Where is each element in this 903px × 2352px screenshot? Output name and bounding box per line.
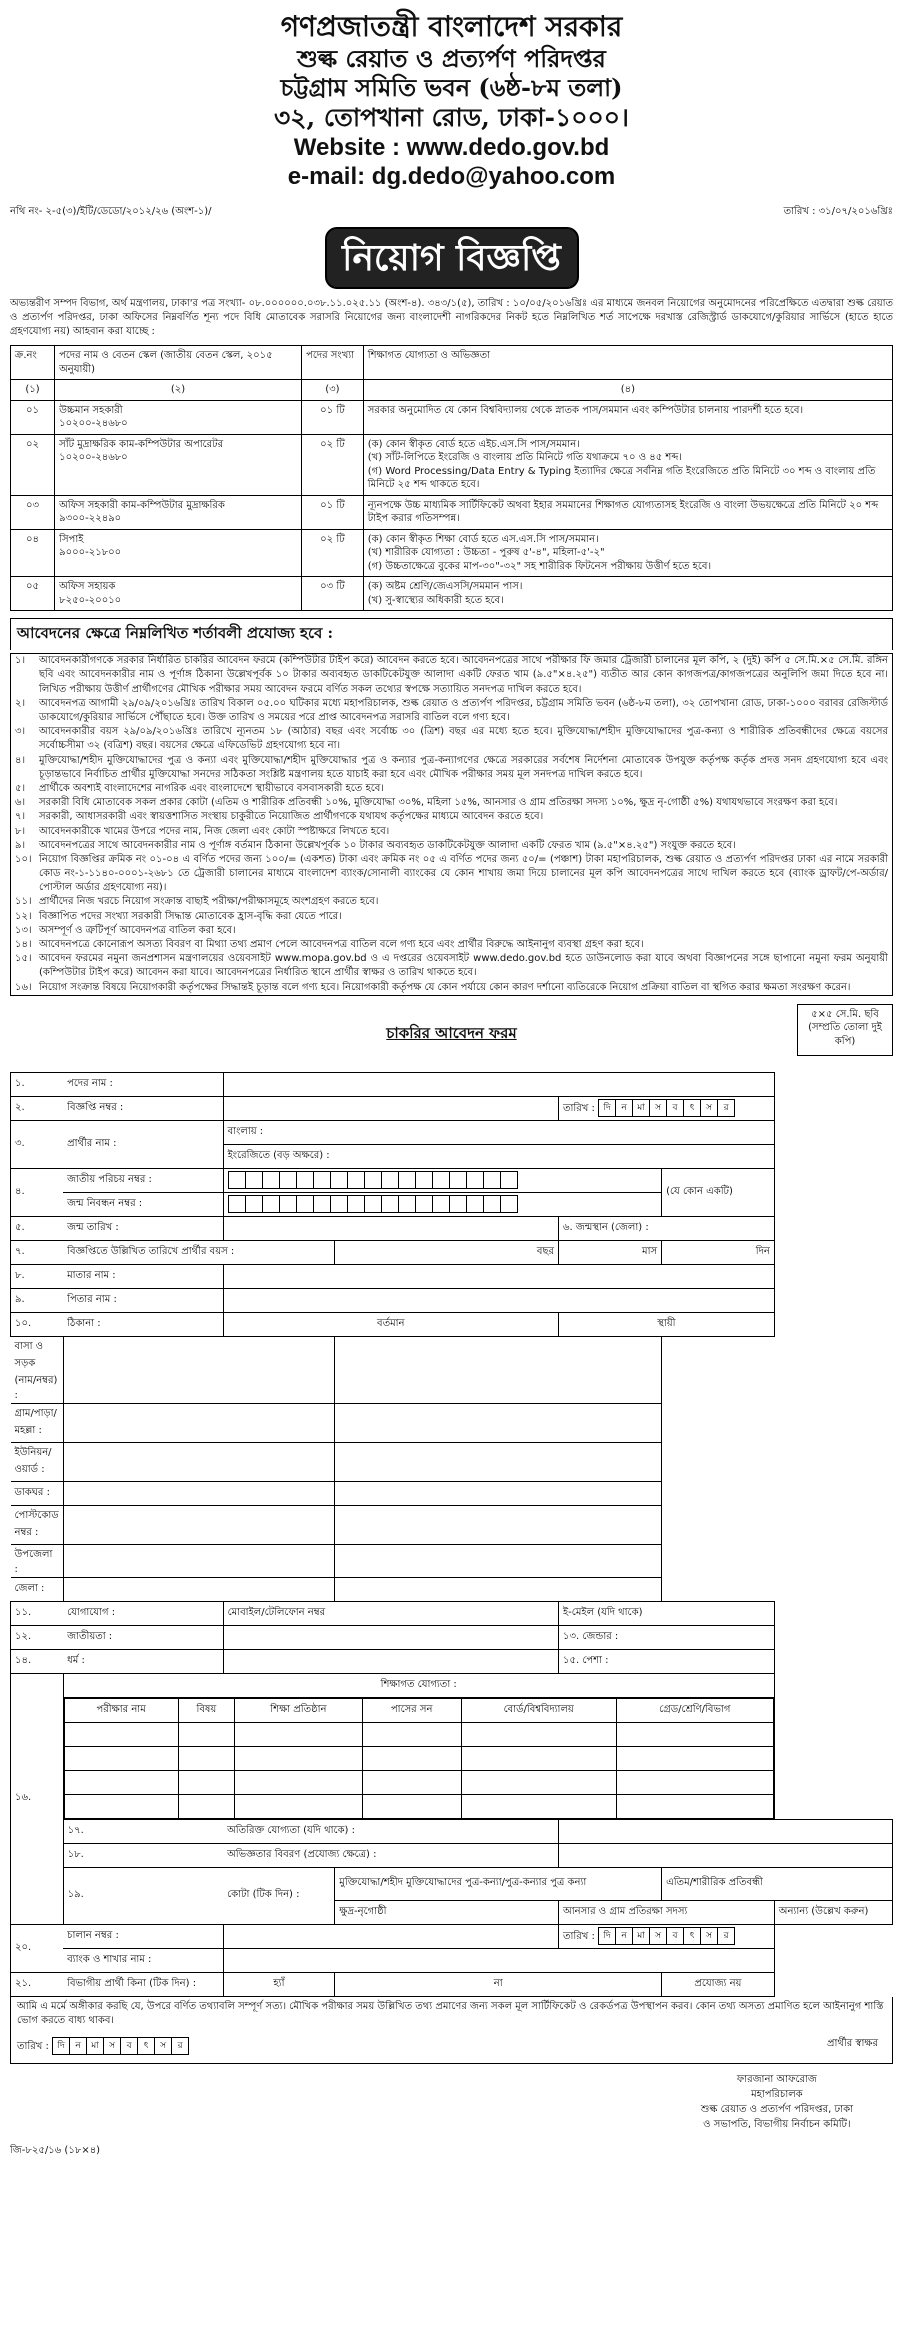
officer-title: মহাপরিচালক: [751, 2088, 803, 2100]
post-qualification: ন্যূনপক্ষে উচ্চ মাধ্যমিক সার্টিফিকেট অথবা ইহার সমমানের শিক্ষাগত যোগ্যতাসহ ইংরেজি ও বাংলা উভয়ক্ষেত্রে প্রতি মিনিটে ২০ শব্দ টাইপ করার গতিসম্পন্ন।: [363, 495, 892, 529]
col-qualification: শিক্ষাগত যোগ্যতা ও অভিজ্ঞতা: [363, 346, 892, 380]
digit-box[interactable]: [500, 1171, 518, 1189]
declaration-date: তারিখ : দি ন মা স ব ৎ স র: [17, 2037, 188, 2055]
condition-item: [11, 895, 892, 909]
condition-item: [11, 924, 892, 938]
condition-text: নিয়োগ বিজ্ঞপ্তির ক্রমিক নং ০১-০৪ এ বর্ণিত পদের জন্য ১০০/= (একশত) টাকা এবং ক্রমিক নং ০৫ এ বর্ণিত পদের জন্য ৫০/= (পঞ্চাশ) টাকা মহাপরিচালক, শুল্ক রেয়াত ও প্রত্যর্পণ পরিদপ্তর ঢাকা এর নামে সরকারী কোড নং-১-১১৪০-০০০১-২৬৮১ তে ট্রেজারী চালানের মাধ্যমে বাংলাদেশ ব্যাংক/সোনালী ব্যাংকের যে কোন শাখায় জমা দিয়ে চালানের মূল কপি আবেদনপত্রের সাথে দাখিল করতে হবে (ব্যাংক ড্রাফট/পে-অর্ডার/পোস্টাল অর্ডার গ্রহণযোগ্য নয়)।: [39, 853, 888, 894]
field-father-name: ৯. পিতার নাম :: [11, 1288, 893, 1312]
date-boxes[interactable]: [598, 1103, 734, 1114]
challan-input[interactable]: [223, 1924, 558, 1948]
field-religion: ১৪. ধর্ম : ১৫. পেশা :: [11, 1649, 893, 1673]
permanent-address-input[interactable]: [335, 1442, 662, 1481]
quota-other[interactable]: অন্যান্য (উল্লেখ করুন): [774, 1900, 892, 1924]
permanent-address-input[interactable]: [335, 1481, 662, 1505]
condition-item: [11, 697, 892, 725]
post-row: [11, 577, 893, 611]
date-box[interactable]: মা: [632, 1927, 650, 1945]
reference-line: [10, 204, 893, 221]
education-row: [64, 1794, 773, 1818]
post-qualification: (ক) কোন স্বীকৃত বোর্ড হতে এইচ.এস.সি পাস/সমমান। (খ) সাঁট-লিপিতে ইংরেজি ও বাংলায় প্রতি মিনিটে গতি যথাক্রমে ৭০ ও ৪৫ শব্দ। (গ) Word Processing/Data Entry & Typing ইত্যাদির ক্ষেত্রে সর্বনিম্ন গতি ইংরেজিতে প্রতি মিনিটে ৩০ শব্দ ও বাংলায় প্রতি মিনিটে ২৫ শব্দ থাকতে হবে।: [363, 434, 892, 495]
field-nationality: ১২. জাতীয়তা : ১৩. জেন্ডার :: [11, 1625, 893, 1649]
officer-name: ফারজানা আফরোজ: [736, 2073, 817, 2085]
date-box[interactable]: মা: [632, 1099, 650, 1117]
post-serial: ০৫: [11, 577, 55, 611]
condition-item: [11, 810, 892, 824]
digit-box[interactable]: [296, 1171, 314, 1189]
govt-title: গণপ্রজাতন্ত্রী বাংলাদেশ সরকার: [280, 10, 623, 43]
post-qualification: (ক) অষ্টম শ্রেণি/জেএসসি/সমমান পাস। (খ) সু-স্বাস্থ্যের অধিকারী হতে হবে।: [363, 577, 892, 611]
condition-text: সরকারী বিধি মোতাবেক সকল প্রকার কোটা (এতিম ও শারীরিক প্রতিবন্ধী ১০%, মুক্তিযোদ্ধা ৩০%, মহিলা ১৫%, আনসার ও গ্রাম প্রতিরক্ষা সদস্য ১০%, ক্ষুদ্র নৃ-গোষ্ঠী ৫%) যথাযথভাবে সংরক্ষণ করা হবে।: [39, 797, 838, 809]
post-scale: ১০২০০-২৪৬৮০: [59, 452, 128, 464]
notice-banner: নিয়োগ বিজ্ঞপ্তি: [325, 227, 579, 289]
col-number: (২): [55, 380, 302, 401]
condition-item: [11, 725, 892, 753]
condition-number: ১৬।: [15, 981, 32, 993]
digit-box[interactable]: [449, 1171, 467, 1189]
date-box[interactable]: ন: [615, 1927, 633, 1945]
name-bn-input[interactable]: বাংলায় :: [223, 1120, 774, 1144]
condition-item: [11, 825, 892, 839]
education-cell[interactable]: [178, 1746, 234, 1770]
post-serial: ০৩: [11, 495, 55, 529]
condition-text: বিজ্ঞাপিত পদের সংখ্যা সরকারী সিদ্ধান্ত মোতাবেক হ্রাস-বৃদ্ধি করা যেতে পারে।: [39, 910, 342, 922]
quota-ansar[interactable]: আনসার ও গ্রাম প্রতিরক্ষা সদস্য: [558, 1900, 774, 1924]
digit-box[interactable]: [432, 1195, 450, 1213]
post-name-input[interactable]: [223, 1072, 774, 1096]
post-scale: ১০২০০-২৪৬৮০: [59, 418, 128, 430]
date-box[interactable]: ন: [69, 2037, 87, 2055]
condition-text: আবেদনপত্রে কোনোরূপ অসত্য বিবরণ বা মিথ্যা তথ্য প্রমাণ পেলে আবেদনপত্র বাতিল বলে গণ্য হবে এবং প্রার্থীর বিরুদ্ধে আইনানুগ ব্যবস্থা গ্রহণ করা হবে।: [39, 939, 644, 951]
post-scale: ৮২৫০-২০০১০: [59, 594, 122, 606]
date-box[interactable]: র: [171, 2037, 189, 2055]
education-cell[interactable]: [64, 1794, 178, 1818]
post-row: [11, 434, 893, 495]
officer-block: [701, 2072, 853, 2132]
condition-text: আবেদনকারীগণকে সরকার নির্ধারিত চাকরির আবেদন ফরমে (কম্পিউটার টাইপ করে) আবেদন করতে হবে। আবেদনপত্রের সাথে পরীক্ষার ফি জমার ট্রেজারী চালানের মূল কপি, ২ (দুই) কপি ৫ সে.মি.×৫ সে.মি. রঙ্গিন ছবি এবং আবেদনকারীর নাম ও পূর্ণাঙ্গ ঠিকানা উল্লেখপূর্বক ১০ টাকার অব্যবহৃত ডাকটিকেটযুক্ত আলাদা একটি ফেরত খাম (৯.৫"×৪.২৫") ব্যতীত আর কোন কাগজপত্র/কাগজপত্রের অনুলিপি জমা দিতে হবে না। লিখিত পরীক্ষায় উত্তীর্ণ প্রার্থীগণের মৌখিক পরীক্ষার সময় আবেদন ফরমে বর্ণিত সকল তথ্যের স্বপক্ষে সত্যায়িত সনদপত্র দাখিল করতে হবে।: [39, 655, 888, 695]
digit-box[interactable]: [330, 1195, 348, 1213]
education-cell[interactable]: [461, 1722, 616, 1746]
field-bank: ব্যাংক ও শাখার নাম :: [11, 1948, 893, 1972]
condition-text: আবেদনকারীকে খামের উপরে পদের নাম, নিজ জেলা এবং কোটা স্পষ্টাক্ষরে লিখতে হবে।: [39, 825, 390, 837]
education-cell[interactable]: [362, 1746, 461, 1770]
education-cell[interactable]: [362, 1794, 461, 1818]
education-cell[interactable]: [178, 1770, 234, 1794]
education-cell[interactable]: [235, 1722, 363, 1746]
date-box[interactable]: স: [700, 1927, 718, 1945]
condition-item: [11, 796, 892, 810]
bank-input[interactable]: [223, 1948, 774, 1972]
field-contact: ১১. যোগাযোগ : মোবাইল/টেলিফোন নম্বর ই-মেইল (যদি থাকে): [11, 1601, 893, 1625]
date-box[interactable]: স: [649, 1927, 667, 1945]
education-cell[interactable]: [616, 1746, 773, 1770]
post-serial: ০৪: [11, 529, 55, 577]
post-qualification: (ক) কোন স্বীকৃত শিক্ষা বোর্ড হতে এস.এস.সি পাস/সমমান। (খ) শারীরিক যোগ্যতা : উচ্চতা - পুরুষ ৫'-৪", মহিলা-৫'-২" (গ) উচ্চতাক্ষেত্রে বুকের মাপ-৩০"-৩২" সহ শারীরিক ফিটনেস পরীক্ষায় উত্তীর্ণ হতে হবে।: [363, 529, 892, 577]
permanent-address-input[interactable]: [335, 1403, 662, 1442]
post-row: [11, 529, 893, 577]
post-count: ০১ টি: [302, 495, 364, 529]
digit-box[interactable]: [415, 1195, 433, 1213]
religion-input[interactable]: [223, 1649, 558, 1673]
posts-header-row: [11, 346, 893, 380]
address-row: ডাকঘর :: [11, 1481, 893, 1505]
digit-box[interactable]: [398, 1171, 416, 1189]
signature-label: প্রার্থীর স্বাক্ষর: [827, 2037, 878, 2049]
digit-box[interactable]: [313, 1171, 331, 1189]
condition-item: [11, 952, 892, 980]
digit-box[interactable]: [330, 1171, 348, 1189]
digit-box[interactable]: [245, 1171, 263, 1189]
condition-text: মুক্তিযোদ্ধা/শহীদ মুক্তিযোদ্ধাদের পুত্র ও কন্যা এবং মুক্তিযোদ্ধা/শহীদ মুক্তিযোদ্ধার পুত্র ও কন্যার পুত্র-কন্যাগণের ক্ষেত্রে সরকারের সর্বশেষ নির্দেশনা মোতাবেক উপযুক্ত কর্তৃপক্ষ কর্তৃক প্রদত্ত সনদ গ্রহণযোগ্য হবে এবং চূড়ান্তভাবে নির্বাচিত প্রার্থীর মুক্তিযোদ্ধা সনদের সঠিকতা সংশ্লিষ্ট মন্ত্রণালয় হতে যাচাই করা হবে এবং মৌখিক পরীক্ষার সময় মূল সনদপত্র দাখিল করতে হবে।: [39, 754, 888, 780]
condition-text: আবেদনপত্রের সাথে আবেদনকারীর নাম ও পূর্ণাঙ্গ বর্তমান ঠিকানা উল্লেখপূর্বক ১০ টাকার অব্যবহৃত ডাকটিকেটযুক্ত আলাদা একটি ফেরত খাম (৯.৫"×৪.২৫") সংযুক্ত করতে হবে।: [39, 839, 736, 851]
date-box[interactable]: র: [717, 1099, 735, 1117]
father-name-input[interactable]: [223, 1288, 774, 1312]
digit-box[interactable]: [483, 1195, 501, 1213]
post-count: ০১ টি: [302, 400, 364, 434]
digit-box[interactable]: [347, 1171, 365, 1189]
address-row: গ্রাম/পাড়া/মহল্লা :: [11, 1403, 893, 1442]
condition-number: ৯।: [15, 839, 26, 851]
intro-paragraph: অভ্যন্তরীণ সম্পদ বিভাগ, অর্থ মন্ত্রণালয়, ঢাকা'র পত্র সংখ্যা- ০৮.০০০০০০.০৩৮.১১.০২৫.১১ (অংশ-৪). ৩৪৩/১(৫), তারিখ : ১০/০৫/২০১৬খ্রিঃ এর মাধ্যমে জনবল নিয়োগের অনুমোদনের পরিপ্রেক্ষিতে এতদ্বারা শুল্ক রেয়াত ও প্রত্যর্পণ পরিদপ্তর, ঢাকা অফিসের নিম্নবর্ণিত শূন্য পদে বিধি মোতাবেক সরাসরি নিয়োগের জন্য বাংলাদেশী নাগরিকদের নিকট হতে নিম্নলিখিত শর্ত সাপেক্ষে দরখাস্ত রেজিস্ট্রার্ড ডাকযোগে/কুরিয়ার সার্ভিসে (হাতে হাতে গ্রহণযোগ্য নয়) আহবান করা যাচ্ছে :: [10, 297, 893, 338]
education-cell[interactable]: [235, 1770, 363, 1794]
education-cell[interactable]: [235, 1746, 363, 1770]
post-name: অফিস সহায়ক ৮২৫০-২০০১০: [55, 577, 302, 611]
digit-box[interactable]: [466, 1171, 484, 1189]
date-box[interactable]: স: [700, 1099, 718, 1117]
col-post-name: পদের নাম ও বেতন স্কেল (জাতীয় বেতন স্কেল, ২০১৫ অনুযায়ী): [55, 346, 302, 380]
quota-freedom-fighter[interactable]: মুক্তিযোদ্ধা/শহীদ মুক্তিযোদ্ধাদের পুত্র-কন্যা/পুত্র-কন্যার পুত্র কন্যা: [335, 1867, 662, 1900]
education-cell[interactable]: [362, 1770, 461, 1794]
present-address-input[interactable]: [63, 1336, 335, 1403]
phone-input[interactable]: মোবাইল/টেলিফোন নম্বর: [223, 1601, 558, 1625]
option-na[interactable]: প্রযোজ্য নয়: [662, 1972, 775, 1996]
option-no[interactable]: না: [335, 1972, 662, 1996]
education-cell[interactable]: [461, 1746, 616, 1770]
condition-number: ৬।: [15, 797, 26, 809]
declaration-text: আমি এ মর্মে অঙ্গীকার করছি যে, উপরে বর্ণিত তথ্যাবলি সম্পূর্ণ সত্য। মৌখিক পরীক্ষার সময় উল্লিখিত তথ্য প্রমাণের জন্য সকল মূল সার্টিফিকেট ও রেকর্ডপত্র উপস্থাপন করব। কোন তথ্য অসত্য প্রমাণিত হলে আইনানুগ শাস্তি ভোগ করতে বাধ্য থাকব।: [17, 2000, 884, 2027]
post-scale: ৯০০০-২১৮০০: [59, 547, 122, 559]
digit-box[interactable]: [313, 1195, 331, 1213]
date-box[interactable]: স: [154, 2037, 172, 2055]
digit-box[interactable]: [364, 1195, 382, 1213]
building-address: চট্টগ্রাম সমিতি ভবন (৬ষ্ঠ-৮ম তলা): [280, 73, 623, 103]
header: [10, 0, 893, 192]
condition-item: [11, 839, 892, 853]
condition-number: ১২।: [15, 910, 32, 922]
post-name: সিপাই ৯০০০-২১৮০০: [55, 529, 302, 577]
condition-item: [11, 782, 892, 796]
post-row: [11, 400, 893, 434]
condition-item: [11, 853, 892, 896]
name-en-input[interactable]: ইংরেজিতে (বড় অক্ষরে) :: [223, 1144, 774, 1168]
education-col-header: শিক্ষা প্রতিষ্ঠান: [235, 1698, 363, 1722]
education-cell[interactable]: [178, 1722, 234, 1746]
field-applicant-name-bn: ৩. প্রার্থীর নাম : বাংলায় :: [11, 1120, 893, 1144]
form-header: [10, 1002, 893, 1072]
permanent-address-input[interactable]: [335, 1336, 662, 1403]
col-post-count: পদের সংখ্যা: [302, 346, 364, 380]
education-row: [64, 1746, 773, 1770]
present-address-input[interactable]: [63, 1481, 335, 1505]
photo-box: ৫×৫ সে.মি. ছবি (সম্প্রতি তোলা দুই কপি): [797, 1004, 893, 1056]
field-age: ৭. বিজ্ঞপ্তিতে উল্লিখিত তারিখে প্রার্থীর বয়স : বছর মাস দিন: [11, 1240, 893, 1264]
col-number: (১): [11, 380, 55, 401]
condition-text: আবেদন ফরমের নমুনা জনপ্রশাসন মন্ত্রণালয়ের ওয়েবসাইট www.mopa.gov.bd ও এ দপ্তরের ওয়েবসাইট www.dedo.gov.bd হতে ডাউনলোড করা যাবে অথবা বিজ্ঞাপনের সঙ্গে ছাপানো নমুনা ফরম অনুযায়ী (কম্পিউটার টাইপ করে) আবেদন করা যাবে। আবেদনপত্রের নির্ধারিত স্থানে প্রার্থীর স্বাক্ষর ও তারিখ থাকতে হবে।: [39, 953, 888, 979]
condition-number: ১১।: [15, 896, 32, 908]
post-count: ০২ টি: [302, 434, 364, 495]
digit-box[interactable]: [279, 1195, 297, 1213]
experience-input[interactable]: [558, 1843, 892, 1867]
condition-number: ৩।: [15, 726, 26, 738]
post-name: অফিস সহকারী কাম-কম্পিউটার মুদ্রাক্ষরিক ৯৩০০-২২৪৯০: [55, 495, 302, 529]
condition-number: ১।: [15, 655, 26, 667]
col-number: (৪): [363, 380, 892, 401]
date-boxes[interactable]: [598, 1931, 734, 1942]
date-box[interactable]: র: [717, 1927, 735, 1945]
declaration: [10, 1997, 893, 2064]
condition-number: ২।: [15, 697, 26, 709]
dob-input[interactable]: [223, 1216, 558, 1240]
field-address-head: ১০. ঠিকানা : বর্তমান স্থায়ী: [11, 1312, 893, 1336]
education-cell[interactable]: [235, 1794, 363, 1818]
education-row: [64, 1770, 773, 1794]
condition-item: [11, 654, 892, 697]
birth-reg-boxes[interactable]: [223, 1192, 661, 1216]
col-serial: ক্র.নং: [11, 346, 55, 380]
post-name: উচ্চমান সহকারী ১০২০০-২৪৬৮০: [55, 400, 302, 434]
post-name: সাঁট মুদ্রাক্ষরিক কাম-কম্পিউটার অপারেটর ১০২০০-২৪৬৮০: [55, 434, 302, 495]
conditions-title: আবেদনের ক্ষেত্রে নিম্নলিখিত শর্তাবলী প্রযোজ্য হবে :: [10, 618, 893, 650]
education-cell[interactable]: [64, 1746, 178, 1770]
post-serial: ০২: [11, 434, 55, 495]
date-box[interactable]: ব: [120, 2037, 138, 2055]
condition-item: [11, 754, 892, 782]
post-count: ০৩ টি: [302, 577, 364, 611]
digit-box[interactable]: [398, 1195, 416, 1213]
education-col-header: বিষয়: [178, 1698, 234, 1722]
condition-text: সরকারী, আধাসরকারী এবং স্বায়ত্তশাসিত সংস্থায় চাকুরীতে নিয়োজিত প্রার্থীগণকে যথাযথ কর্তৃপক্ষের মাধ্যমে আবেদন করতে হবে।: [39, 811, 544, 823]
condition-item: [11, 938, 892, 952]
address-row: ইউনিয়ন/ওয়ার্ড :: [11, 1442, 893, 1481]
footer-code: জি-৮২৫/১৬ (১৮×৪): [10, 2144, 101, 2156]
condition-number: ৭।: [15, 811, 26, 823]
quota-orphan[interactable]: এতিম/শারীরিক প্রতিবন্ধী: [662, 1867, 893, 1900]
address-rows: [11, 1336, 893, 1601]
digit-box[interactable]: [466, 1195, 484, 1213]
condition-item: [11, 981, 892, 995]
digit-box[interactable]: [279, 1171, 297, 1189]
footer: [10, 2072, 893, 2162]
condition-number: ১০।: [15, 853, 32, 865]
digit-box[interactable]: [381, 1171, 399, 1189]
field-mother-name: ৮. মাতার নাম :: [11, 1264, 893, 1288]
circular-no-input[interactable]: [223, 1096, 558, 1120]
col-number: (৩): [302, 380, 364, 401]
education-cell[interactable]: [616, 1794, 773, 1818]
extra-qual-input[interactable]: [558, 1819, 892, 1843]
digit-box[interactable]: [364, 1171, 382, 1189]
form-title: চাকরির আবেদন ফরম: [386, 1023, 517, 1042]
condition-text: নিয়োগ সংক্রান্ত বিষয়ে নিয়োগকারী কর্তৃপক্ষের সিদ্ধান্তই চূড়ান্ত বলে গণ্য হবে। নিয়োগকারী কর্তৃপক্ষ যে কোন পর্যায়ে কোন কারণ দর্শানো ব্যতিরেকে নিয়োগ প্রক্রিয়া বাতিল বা স্থগিত করার ক্ষমতা সংরক্ষণ করেন।: [39, 981, 851, 993]
notice-date: তারিখ : ৩১/০৭/২০১৬খ্রিঃ: [783, 205, 893, 217]
email-input[interactable]: ই-মেইল (যদি থাকে): [558, 1601, 774, 1625]
permanent-address-input[interactable]: [335, 1505, 662, 1544]
memo-number: নথি নং- ২-৫(৩)/ইটি/ডেডো/২০১২/২৬ (অংশ-১)/: [10, 205, 212, 217]
post-row: [11, 495, 893, 529]
date-box[interactable]: ব: [666, 1927, 684, 1945]
application-form: [10, 1072, 893, 1997]
field-education-head: ১৬. শিক্ষাগত যোগ্যতা :: [11, 1673, 893, 1697]
post-qualification: সরকার অনুমোদিত যে কোন বিশ্ববিদ্যালয় থেকে স্নাতক পাস/সমমান এবং কম্পিউটার চালনায় পারদর্শী হতে হবে।: [363, 400, 892, 434]
date-box[interactable]: দি: [52, 2037, 70, 2055]
permanent-address-input[interactable]: [335, 1544, 662, 1577]
date-box[interactable]: ৎ: [137, 2037, 155, 2055]
digit-box[interactable]: [296, 1195, 314, 1213]
present-address-input[interactable]: [63, 1505, 335, 1544]
education-cell[interactable]: [64, 1722, 178, 1746]
education-col-row: [11, 1697, 893, 1819]
department-name: শুল্ক রেয়াত ও প্রত্যর্পণ পরিদপ্তর: [297, 44, 606, 74]
condition-text: প্রার্থীদের নিজ খরচে নিয়োগ সংক্রান্ত বাছাই পরীক্ষা/পরীক্ষাসমূহে অংশগ্রহণ করতে হবে।: [39, 896, 379, 908]
post-scale: ৯৩০০-২২৪৯০: [59, 513, 122, 525]
field-departmental: ২১. বিভাগীয় প্রার্থী কিনা (টিক দিন) : হ্যাঁ না প্রযোজ্য নয়: [11, 1972, 893, 1996]
condition-number: ১৪।: [15, 939, 32, 951]
date-box[interactable]: স: [103, 2037, 121, 2055]
digit-box[interactable]: [449, 1195, 467, 1213]
mother-name-input[interactable]: [223, 1264, 774, 1288]
option-yes[interactable]: হ্যাঁ: [223, 1972, 335, 1996]
digit-box[interactable]: [228, 1171, 246, 1189]
condition-number: ৪।: [15, 754, 26, 766]
digit-box[interactable]: [483, 1171, 501, 1189]
date-box[interactable]: ব: [666, 1099, 684, 1117]
education-row: [64, 1722, 773, 1746]
street-address: ৩২, তোপখানা রোড, ঢাকা-১০০০।: [274, 102, 629, 132]
condition-text: আবেদনকারীর বয়স ২৯/০৯/২০১৬খ্রিঃ তারিখে ন্যূনতম ১৮ (আঠার) বছর এবং সর্বোচ্চ ৩০ (ত্রিশ) বছর এর মধ্যে হতে হবে। মুক্তিযোদ্ধা/শহীদ মুক্তিযোদ্ধাদের পুত্র-কন্যা ও শারীরিক প্রতিবন্ধীদের ক্ষেত্রে বয়সের সর্বোচ্চসীমা ৩২ (বত্রিশ) বছর। বয়সের ক্ষেত্রে এফিডেভিট গ্রহণযোগ্য হবে না।: [39, 726, 888, 752]
education-col-header: পাসের সন: [362, 1698, 461, 1722]
post-count: ০২ টি: [302, 529, 364, 577]
education-col-header: বোর্ড/বিশ্ববিদ্যালয়: [461, 1698, 616, 1722]
education-col-header: গ্রেড/শ্রেণি/বিভাগ: [616, 1698, 773, 1722]
condition-number: ১৫।: [15, 953, 32, 965]
education-cell[interactable]: [461, 1794, 616, 1818]
education-cell[interactable]: [362, 1722, 461, 1746]
education-table: [64, 1698, 774, 1819]
condition-number: ৮।: [15, 825, 26, 837]
page: [10, 0, 893, 2352]
field-circular-no: ২. বিজ্ঞপ্তি নম্বর : তারিখ : দি ন মা স ব ৎ স র: [11, 1096, 893, 1120]
field-nid: ৪. জাতীয় পরিচয় নম্বর : (যে কোন একটি): [11, 1168, 893, 1192]
digit-box[interactable]: [245, 1195, 263, 1213]
digit-box[interactable]: [347, 1195, 365, 1213]
post-serial: ০১: [11, 400, 55, 434]
field-dob: ৫. জন্ম তারিখ : ৬. জন্মস্থান (জেলা) :: [11, 1216, 893, 1240]
education-cell[interactable]: [616, 1770, 773, 1794]
address-row: পোস্টকোড নম্বর :: [11, 1505, 893, 1544]
digit-box[interactable]: [500, 1195, 518, 1213]
posts-body: [11, 400, 893, 611]
field-extra-qual: ১৭. অতিরিক্ত যোগ্যতা (যদি থাকে) :: [11, 1819, 893, 1843]
condition-item: [11, 910, 892, 924]
condition-number: ১৩।: [15, 924, 32, 936]
address-row: বাসা ও সড়ক (নাম/নম্বর) :: [11, 1336, 893, 1403]
conditions-list: [10, 653, 893, 996]
officer-org: শুল্ক রেয়াত ও প্রত্যর্পণ পরিদপ্তর, ঢাকা: [700, 2103, 853, 2115]
field-birth-reg: জন্ম নিবন্ধন নম্বর :: [11, 1192, 893, 1216]
address-row: উপজেলা :: [11, 1544, 893, 1577]
education-cell[interactable]: [461, 1770, 616, 1794]
officer-role: ও সভাপতি, বিভাগীয় নির্বাচন কমিটি।: [703, 2118, 851, 2130]
permanent-address-input[interactable]: [335, 1577, 662, 1601]
date-box[interactable]: ৎ: [683, 1927, 701, 1945]
condition-text: অসম্পূর্ণ ও ত্রুটিপূর্ণ আবেদনপত্র বাতিল করা হবে।: [39, 924, 236, 936]
condition-text: আবেদনপত্র আগামী ২৯/০৯/২০১৬খ্রিঃ তারিখ বিকাল ০৫.০০ ঘটিকার মধ্যে মহাপরিচালক, শুল্ক রেয়াত ও প্রত্যর্পণ পরিদপ্তর, চট্টগ্রাম সমিতি ভবন (৬ষ্ঠ-৮ম তলা), ৩২ তোপখানা রোড, ঢাকা-১০০০ বরাবর রেজিস্টার্ড ডাকযোগে/কুরিয়ার সার্ভিসে পৌঁছাতে হবে। উক্ত তারিখ ও সময়ের পরে প্রাপ্ত আবেদনপত্র সরাসরি বাতিল বলে গণ্য হবে।: [39, 697, 888, 724]
posts-number-row: [11, 380, 893, 401]
quota-ethnic[interactable]: ক্ষুদ্র-নৃগোষ্ঠী: [335, 1900, 559, 1924]
email-link[interactable]: e-mail: dg.dedo@yahoo.com: [287, 163, 616, 191]
date-box[interactable]: স: [649, 1099, 667, 1117]
condition-number: ৫।: [15, 782, 26, 794]
present-address-input[interactable]: [63, 1403, 335, 1442]
digit-box[interactable]: [228, 1195, 246, 1213]
education-cell[interactable]: [64, 1770, 178, 1794]
present-address-input[interactable]: [63, 1544, 335, 1577]
digit-box[interactable]: [262, 1171, 280, 1189]
date-box[interactable]: দি: [598, 1927, 616, 1945]
address-row: জেলা :: [11, 1577, 893, 1601]
digit-box[interactable]: [381, 1195, 399, 1213]
digit-box[interactable]: [262, 1195, 280, 1213]
date-boxes[interactable]: [52, 2041, 188, 2052]
date-box[interactable]: মা: [86, 2037, 104, 2055]
field-quota-1: ১৯. কোটা (টিক দিন) : মুক্তিযোদ্ধা/শহীদ মুক্তিযোদ্ধাদের পুত্র-কন্যা/পুত্র-কন্যার পুত্র কন্যা এতিম/শারীরিক প্রতিবন্ধী: [11, 1867, 893, 1900]
nid-boxes[interactable]: [223, 1168, 661, 1192]
condition-text: প্রার্থীকে অবশ্যই বাংলাদেশের নাগরিক এবং বাংলাদেশে স্থায়ীভাবে বসবাসকারী হতে হবে।: [39, 782, 384, 794]
education-cell[interactable]: [616, 1722, 773, 1746]
date-box[interactable]: ৎ: [683, 1099, 701, 1117]
education-cell[interactable]: [178, 1794, 234, 1818]
digit-box[interactable]: [415, 1171, 433, 1189]
digit-box[interactable]: [432, 1171, 450, 1189]
website-link[interactable]: Website : www.dedo.gov.bd: [293, 134, 610, 162]
present-address-input[interactable]: [63, 1577, 335, 1601]
present-address-input[interactable]: [63, 1442, 335, 1481]
education-col-header: পরীক্ষার নাম: [64, 1698, 178, 1722]
date-box[interactable]: দি: [598, 1099, 616, 1117]
field-post-name: ১. পদের নাম :: [11, 1072, 893, 1096]
date-box[interactable]: ন: [615, 1099, 633, 1117]
field-experience: ১৮. অভিজ্ঞতার বিবরণ (প্রযোজ্য ক্ষেত্রে) :: [11, 1843, 893, 1867]
nationality-input[interactable]: [223, 1625, 558, 1649]
posts-table: [10, 345, 893, 611]
field-challan: ২০. চালান নম্বর : তারিখ : দি ন মা স ব ৎ স র: [11, 1924, 893, 1948]
